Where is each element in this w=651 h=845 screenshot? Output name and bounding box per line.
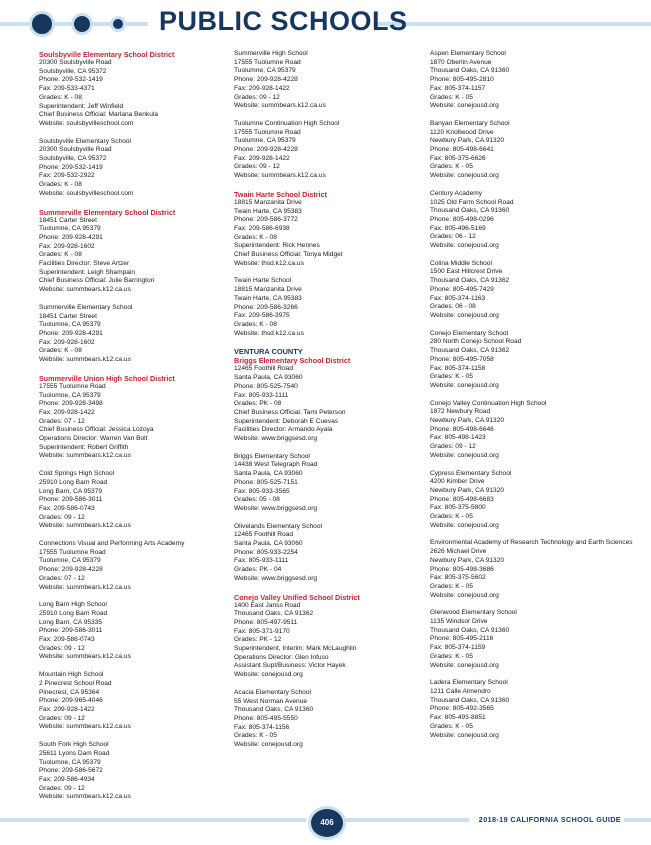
- entry-line: Fax: 209-928-1602: [39, 242, 95, 250]
- entry-line: Grades: 06 - 12: [430, 233, 476, 241]
- entry-line: Fax: 805-375-5800: [430, 504, 486, 512]
- entry-line: Website: conejousd.org: [430, 311, 499, 319]
- entry-line: 1025 Old Farm School Road: [430, 198, 514, 206]
- entry-line: 25910 Long Barn Road: [39, 609, 108, 617]
- header-dot-small: [110, 16, 126, 32]
- footer-rule-left: [0, 818, 306, 822]
- entry-line: Phone: 209-928-4228: [39, 566, 103, 574]
- school-entry: [39, 671, 244, 732]
- school-entry: [430, 120, 635, 181]
- entry-line: Grades: K - 05: [430, 722, 473, 730]
- entry-line: 1870 Oberlin Avenue: [430, 58, 492, 66]
- entry-line: Fax: 209-586-3975: [234, 312, 290, 320]
- entry-line: Grades: K - 08: [234, 233, 277, 241]
- entry-line: Phone: 805-498-3686: [430, 565, 494, 573]
- school-name: Aspen Elementary School: [430, 50, 506, 57]
- entry-line: Website: summbears.k12.ca.us: [39, 522, 131, 530]
- school-entry: [234, 277, 439, 338]
- entry-line: Phone: 805-495-5550: [234, 715, 298, 722]
- entry-line: Phone: 209-586-3266: [234, 303, 298, 311]
- entry-line: Soulsbyville, CA 95372: [39, 155, 107, 163]
- entry-line: Grades: 09 - 12: [39, 714, 85, 722]
- entry-line: Grades: K - 08: [39, 347, 82, 355]
- entry-line: Operations Director: Glen Infuso: [234, 653, 329, 661]
- entry-line: Phone: 805-495-2116: [430, 635, 494, 643]
- entry-line: Newbury Park, CA 91320: [430, 486, 505, 494]
- entry-line: 2 Pinecrest School Road: [39, 679, 112, 687]
- district-name: Conejo Valley Unified School District: [234, 592, 360, 602]
- entry-line: Grades: K - 05: [430, 513, 473, 521]
- column-3: [430, 50, 635, 749]
- school-entry: [234, 453, 439, 514]
- entry-line: Santa Paula, CA 93060: [234, 540, 303, 548]
- entry-line: Tuolumne, CA 95379: [234, 137, 296, 145]
- entry-line: Grades: K - 05: [430, 652, 473, 660]
- guide-title: 2018-19 CALIFORNIA SCHOOL GUIDE: [478, 815, 621, 824]
- entry-line: Fax: 209-586-0743: [39, 504, 95, 512]
- entry-line: Grades: PK - 04: [234, 566, 282, 574]
- district-entry: [234, 190, 439, 269]
- school-entry: [234, 120, 439, 181]
- school-name: Conejo Elementary School: [430, 329, 509, 337]
- entry-line: Phone: 209-586-5672: [39, 767, 103, 775]
- school-entry: [430, 470, 635, 531]
- entry-line: Phone: 209-965-4046: [39, 697, 103, 705]
- entry-line: 20300 Soulsbyville Road: [39, 146, 112, 154]
- entry-line: 18451 Carter Street: [39, 312, 97, 320]
- school-entry: [39, 601, 244, 662]
- entry-line: Phone: 805-498-6646: [430, 425, 494, 433]
- entry-line: Long Barn, CA 95379: [39, 487, 103, 495]
- entry-line: Fax: 209-533-4371: [39, 85, 95, 93]
- entry-line: 20300 Soulsbyville Road: [39, 59, 112, 66]
- entry-line: 14438 West Telegraph Road: [234, 461, 318, 469]
- school-name: Briggs Elementary School: [234, 452, 310, 460]
- school-name: Cypress Elementary School: [430, 469, 512, 477]
- entry-line: Phone: 805-498-6641: [430, 146, 494, 154]
- school-name: Summerville High School: [234, 50, 308, 57]
- district-entry: [39, 50, 244, 129]
- entry-line: Grades: K - 05: [430, 163, 473, 171]
- entry-line: Chief Business Official: Tami Peterson: [234, 408, 346, 416]
- entry-line: Fax: 209-928-1422: [234, 84, 290, 92]
- entry-line: Superintendent: Leigh Shampain: [39, 268, 136, 276]
- entry-line: Grades: 07 - 12: [39, 574, 85, 582]
- entry-line: Thousand Oaks, CA 91360: [430, 207, 510, 215]
- entry-line: 2626 Michael Drive: [430, 548, 487, 556]
- school-name: Twain Harte School: [234, 277, 292, 285]
- entry-line: Fax: 805-496-5169: [430, 224, 486, 232]
- entry-line: Website: summbears.k12.ca.us: [39, 286, 131, 294]
- entry-line: Tuolumne, CA 95379: [234, 67, 296, 75]
- entry-line: Grades: K - 05: [234, 732, 277, 740]
- entry-line: Phone: 805-498-6683: [430, 495, 494, 503]
- entry-line: Thousand Oaks, CA 91360: [234, 706, 314, 714]
- entry-line: Phone: 209-586-3011: [39, 496, 103, 504]
- entry-line: Fax: 805-933-1111: [234, 557, 289, 565]
- school-entry: [39, 741, 244, 802]
- entry-line: Thousand Oaks, CA 91360: [430, 67, 510, 75]
- entry-line: Website: conejousd.org: [430, 521, 499, 529]
- entry-line: Website: conejousd.org: [430, 242, 499, 250]
- entry-line: 1135 Windsor Drive: [430, 618, 488, 626]
- entry-line: 1211 Calle Almendro: [430, 688, 491, 695]
- entry-line: 17555 Tuolumne Road: [39, 382, 106, 390]
- entry-line: Thousand Oaks, CA 91360: [430, 696, 510, 704]
- entry-line: Fax: 209-928-1602: [39, 338, 95, 346]
- entry-line: Website: conejousd.org: [430, 661, 499, 669]
- entry-line: Website: summbears.k12.ca.us: [39, 653, 131, 661]
- entry-line: Website: summbears.k12.ca.us: [39, 723, 131, 731]
- entry-line: Fax: 209-586-0743: [39, 636, 95, 644]
- entry-line: Website: summbears.k12.ca.us: [234, 172, 326, 180]
- entry-line: 25910 Long Barn Road: [39, 478, 108, 486]
- entry-line: 17555 Tuolumne Road: [39, 548, 106, 556]
- header-rule-right: [376, 22, 651, 26]
- entry-line: Website: soulsbyvilleschool.com: [39, 189, 134, 197]
- school-name: Banyan Elementary School: [430, 119, 510, 127]
- entry-line: Superintendent, Interim: Mark McLaughlin: [234, 645, 357, 653]
- entry-line: Phone: 209-928-4291: [39, 329, 103, 337]
- entry-line: Superintendent: Jeff Winfield: [39, 102, 124, 110]
- entry-line: Website: www.briggsesd.org: [234, 504, 318, 512]
- entry-line: Website: summbears.k12.ca.us: [39, 583, 131, 591]
- entry-line: Fax: 805-498-1423: [430, 434, 486, 442]
- header-dot-large: [29, 11, 55, 37]
- entry-line: Fax: 805-374-1156: [234, 723, 290, 731]
- entry-line: 25611 Lyons Dam Road: [39, 749, 110, 757]
- school-name: Glenwood Elementary School: [430, 609, 517, 617]
- entry-line: Twain Harte, CA 95383: [234, 294, 302, 302]
- district-name: Twain Harte School District: [234, 189, 327, 199]
- entry-line: Fax: 209-586-4934: [39, 775, 95, 783]
- entry-line: Phone: 209-586-3772: [234, 216, 298, 224]
- entry-line: Tuolumne, CA 95379: [39, 321, 101, 329]
- entry-line: Chief Business Official: Julie Barrington: [39, 277, 155, 285]
- entry-line: 1872 Newbury Road: [430, 408, 491, 416]
- entry-line: Phone: 805-497-9511: [234, 618, 298, 626]
- entry-line: Fax: 805-371-9170: [234, 627, 290, 635]
- entry-line: Thousand Oaks, CA 91362: [430, 347, 510, 355]
- entry-line: Fax: 805-375-6626: [430, 154, 486, 162]
- entry-line: Fax: 805-374-1158: [430, 364, 486, 372]
- entry-line: Newbury Park, CA 91320: [430, 556, 505, 564]
- entry-line: Twain Harte, CA 95383: [234, 207, 302, 215]
- entry-line: Grades: 09 - 12: [430, 443, 476, 451]
- entry-line: Grades: K - 05: [430, 373, 473, 381]
- entry-line: Fax: 805-374-1159: [430, 644, 486, 652]
- entry-line: Facilities Director: Armando Ayala: [234, 426, 333, 434]
- entry-line: Grades: K - 08: [39, 93, 82, 101]
- entry-line: Grades: K - 08: [234, 320, 277, 328]
- entry-line: Phone: 209-532-1419: [39, 163, 103, 171]
- entry-line: Website: thsd.k12.ca.us: [234, 259, 304, 267]
- entry-line: Thousand Oaks, CA 91360: [430, 626, 510, 634]
- entry-line: Website: summbears.k12.ca.us: [39, 356, 131, 364]
- entry-line: Grades: 09 - 12: [234, 163, 280, 171]
- school-entry: [430, 190, 635, 251]
- school-name: Soulsbyville Elementary School: [39, 137, 131, 145]
- entry-line: Fax: 805-374-1163: [430, 294, 486, 302]
- entry-line: 18815 Manzanita Drive: [234, 198, 302, 206]
- entry-line: Grades: 09 - 12: [39, 644, 85, 652]
- footer-rule-right: [624, 818, 651, 822]
- school-name: Conejo Valley Continuation High School: [430, 399, 547, 407]
- district-entry: [234, 593, 439, 680]
- entry-line: Tuolumne, CA 95379: [39, 225, 101, 233]
- district-entry: [234, 356, 439, 443]
- district-name: Summerville Union High School District: [39, 373, 175, 383]
- entry-line: Chief Business Official: Marlana Benkula: [39, 111, 158, 119]
- entry-line: Grades: 05 - 08: [234, 496, 280, 504]
- entry-line: Superintendent: Rick Hennes: [234, 242, 320, 250]
- school-name: Century Academy: [430, 189, 483, 197]
- district-name: Briggs Elementary School District: [234, 356, 351, 366]
- entry-line: 18815 Manzanita Drive: [234, 286, 302, 294]
- school-name: Mountain High School: [39, 671, 104, 679]
- school-entry: [39, 138, 244, 199]
- entry-line: Phone: 209-532-1419: [39, 76, 103, 84]
- entry-line: Website: summbears.k12.ca.us: [234, 102, 326, 110]
- entry-line: Pinecrest, CA 95364: [39, 688, 100, 696]
- entry-line: Website: conejousd.org: [430, 591, 499, 599]
- entry-line: Phone: 805-495-7429: [430, 285, 494, 293]
- entry-line: Grades: K - 05: [430, 582, 473, 590]
- entry-line: Thousand Oaks, CA 91362: [430, 277, 510, 285]
- entry-line: Santa Paula, CA 93060: [234, 374, 303, 382]
- school-entry: [430, 539, 635, 600]
- entry-line: Phone: 805-492-3565: [430, 705, 494, 713]
- entry-line: Fax: 209-928-1422: [39, 706, 95, 713]
- entry-line: 12465 Foothill Road: [234, 531, 294, 539]
- entry-line: Facilities Director: Steve Artzer: [39, 260, 130, 268]
- county-heading: VENTURA COUNTY: [234, 347, 303, 357]
- entry-line: Grades: 09 - 12: [234, 93, 280, 101]
- school-name: Environmental Academy of Research Technology and Earth Sciences: [430, 539, 633, 547]
- school-entry: [39, 470, 244, 531]
- district-name: Summerville Elementary School District: [39, 207, 176, 217]
- school-entry: [39, 540, 244, 592]
- entry-line: Website: conejousd.org: [430, 172, 499, 180]
- entry-line: Fax: 805-933-3565: [234, 487, 290, 495]
- column-1: [39, 50, 244, 811]
- entry-line: Assistant Supt/Business: Victor Hayek: [234, 662, 346, 670]
- school-name: Ladera Elementary School: [430, 679, 508, 687]
- entry-line: Phone: 805-498-0296: [430, 215, 494, 223]
- school-entry: [430, 50, 635, 111]
- entry-line: Grades: K - 08: [39, 251, 82, 259]
- entry-line: Fax: 805-493-8851: [430, 714, 486, 722]
- entry-line: Santa Paula, CA 93060: [234, 470, 303, 478]
- entry-line: Website: conejousd.org: [234, 741, 303, 749]
- entry-line: Superintendent: Deborah E Cuevas: [234, 417, 339, 425]
- entry-line: Website: www.briggsesd.org: [234, 574, 318, 582]
- entry-line: 18451 Carter Street: [39, 216, 97, 224]
- entry-line: Operations Director: Warren Van Bolt: [39, 435, 148, 443]
- entry-line: Website: summbears.k12.ca.us: [39, 452, 131, 460]
- school-name: Colina Middle School: [430, 259, 492, 267]
- school-name: Connections Visual and Performing Arts Academy: [39, 540, 185, 548]
- entry-line: Website: thsd.k12.ca.us: [234, 329, 304, 337]
- entry-line: 4200 Kimber Drive: [430, 478, 485, 486]
- entry-line: Newbury Park, CA 91320: [430, 417, 505, 425]
- entry-line: Chief Business Official: Jessica Lozoya: [39, 426, 154, 434]
- entry-line: Grades: 09 - 12: [39, 784, 85, 792]
- entry-line: Long Barn, CA 95335: [39, 618, 103, 626]
- entry-line: Grades: 07 - 12: [39, 417, 85, 425]
- entry-line: Grades: PK - 12: [234, 636, 282, 644]
- footer-rule-mid: [344, 818, 469, 822]
- school-name: Cold Springs High School: [39, 470, 115, 478]
- entry-line: 17555 Tuolumne Road: [234, 58, 301, 66]
- school-entry: [234, 689, 439, 750]
- entry-line: Website: conejousd.org: [430, 451, 499, 459]
- school-name: Olivelands Elementary School: [234, 522, 322, 530]
- entry-line: Fax: 209-928-1422: [234, 154, 290, 162]
- entry-line: 280 North Conejo School Road: [430, 338, 522, 346]
- entry-line: Website: conejousd.org: [430, 102, 499, 110]
- entry-line: Website: conejousd.org: [430, 731, 499, 739]
- entry-line: Phone: 805-495-7058: [430, 355, 494, 363]
- school-name: Long Barn High School: [39, 601, 107, 609]
- entry-line: Grades: 06 - 08: [430, 303, 476, 311]
- entry-line: Grades: K - 05: [430, 93, 473, 101]
- school-entry: [430, 609, 635, 670]
- entry-line: Phone: 805-495-2810: [430, 76, 494, 84]
- entry-line: Phone: 209-928-4228: [234, 76, 298, 84]
- entry-line: Grades: PK - 08: [234, 400, 282, 408]
- entry-line: 17555 Tuolumne Road: [234, 128, 301, 136]
- entry-line: Phone: 209-928-4228: [234, 146, 298, 154]
- entry-line: Phone: 209-928-4291: [39, 233, 103, 241]
- entry-line: Phone: 209-928-3498: [39, 400, 103, 408]
- entry-line: Phone: 805-525-7151: [234, 478, 298, 486]
- page-title: PUBLIC SCHOOLS: [159, 6, 408, 36]
- school-entry: [39, 304, 244, 365]
- entry-line: 1400 East Janss Road: [234, 601, 301, 609]
- school-entry: [430, 679, 635, 740]
- entry-line: Newbury Park, CA 91320: [430, 137, 505, 145]
- entry-line: 1500 East Hillcrest Drive: [430, 268, 503, 276]
- entry-line: Superintendent: Robert Griffith: [39, 443, 129, 451]
- entry-line: Website: conejousd.org: [430, 381, 499, 389]
- entry-line: Fax: 805-374-1157: [430, 84, 486, 92]
- entry-line: Tuolumne, CA 95379: [39, 557, 101, 565]
- school-entry: [430, 260, 635, 321]
- entry-line: Soulsbyville, CA 95372: [39, 67, 107, 75]
- header-dot-medium: [71, 13, 93, 35]
- entry-line: Website: soulsbyvilleschool.com: [39, 119, 134, 127]
- district-entry: [39, 374, 244, 461]
- entry-line: Fax: 209-532-2922: [39, 172, 95, 180]
- school-entry: [430, 400, 635, 461]
- entry-line: Grades: 09 - 12: [39, 513, 85, 521]
- entry-line: Phone: 805-933-2254: [234, 548, 298, 556]
- entry-line: Website: www.briggsesd.org: [234, 435, 318, 443]
- entry-line: Chief Business Official: Tonya Midget: [234, 251, 343, 259]
- entry-line: Fax: 805-375-5602: [430, 574, 486, 582]
- column-2: [234, 50, 439, 759]
- entry-line: Fax: 209-586-6938: [234, 224, 290, 232]
- entry-line: Grades: K - 08: [39, 181, 82, 189]
- school-name: Acacia Elementary School: [234, 688, 311, 696]
- school-entry: [234, 523, 439, 584]
- entry-line: Phone: 805-525-7540: [234, 382, 298, 390]
- entry-line: Tuolumne, CA 95379: [39, 391, 101, 399]
- entry-line: Fax: 209-928-1422: [39, 408, 95, 416]
- entry-line: 55 West Norman Avenue: [234, 697, 308, 705]
- entry-line: Website: conejousd.org: [234, 671, 303, 679]
- school-entry: [234, 50, 439, 111]
- page-number: 406: [308, 806, 346, 840]
- school-name: Summerville Elementary School: [39, 303, 133, 311]
- entry-line: 1120 Knollwood Drive: [430, 128, 494, 136]
- entry-line: Website: summbears.k12.ca.us: [39, 793, 131, 801]
- school-name: Tuolumne Continuation High School: [234, 119, 340, 127]
- school-entry: [430, 330, 635, 391]
- district-name: Soulsbyville Elementary School District: [39, 50, 175, 59]
- entry-line: Tuolumne, CA 95379: [39, 758, 101, 766]
- school-name: South Fork High School: [39, 741, 109, 749]
- entry-line: Fax: 805-933-1111: [234, 391, 289, 399]
- entry-line: Phone: 209-586-3011: [39, 627, 103, 635]
- entry-line: Thousand Oaks, CA 91362: [234, 610, 314, 618]
- district-entry: [39, 208, 244, 295]
- entry-line: 12465 Foothill Road: [234, 365, 294, 373]
